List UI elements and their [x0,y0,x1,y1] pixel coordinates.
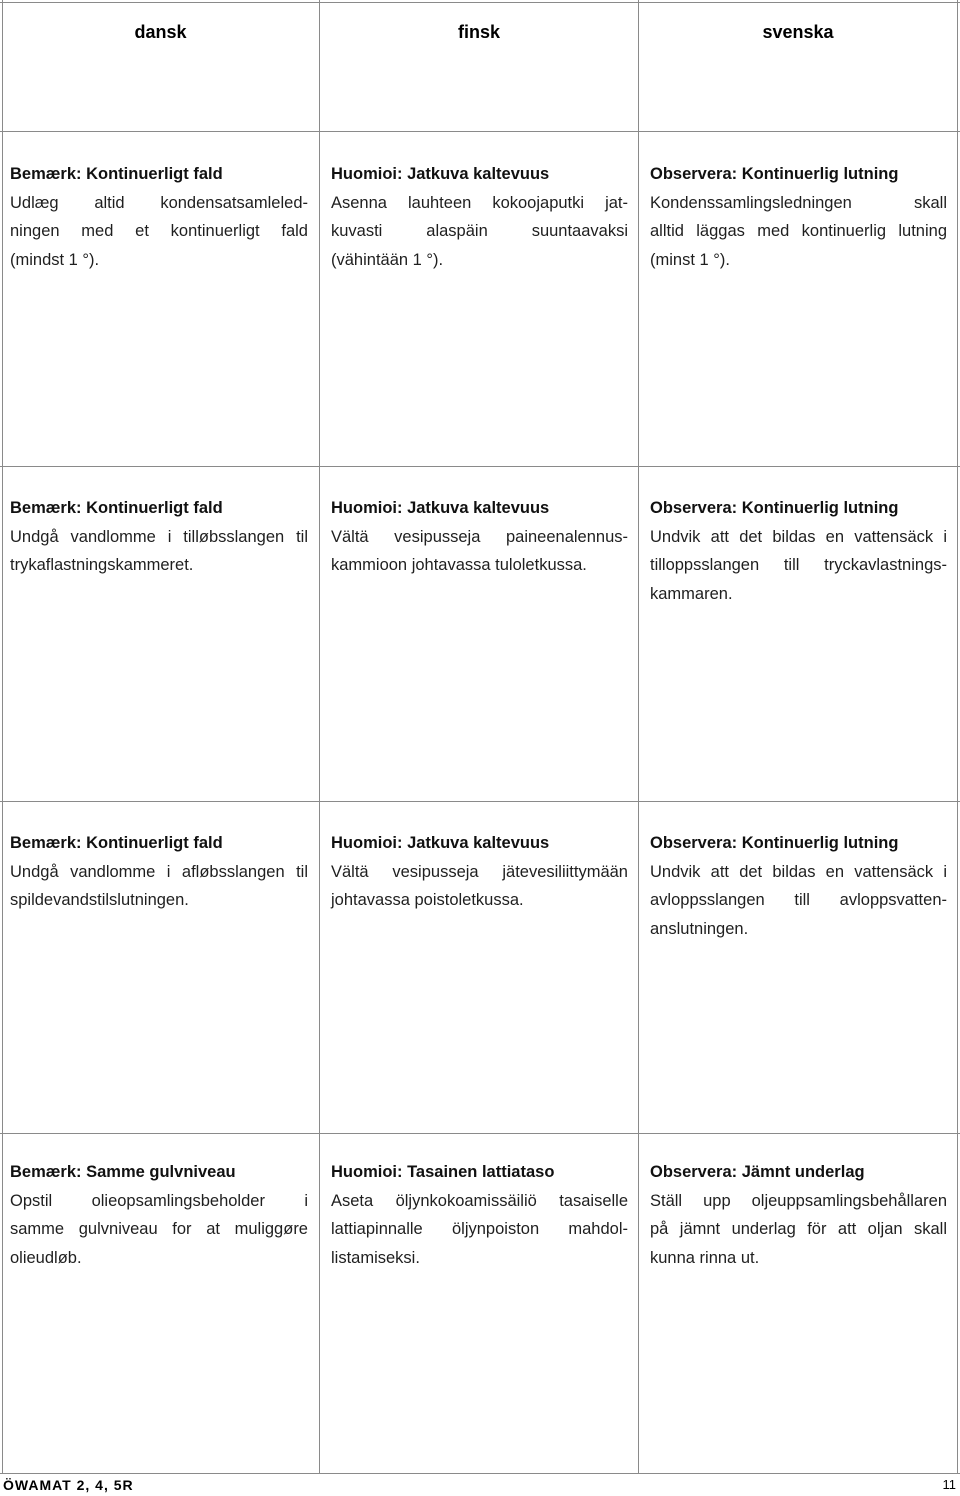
note-title: Observera: Kontinuerlig lutning [650,834,899,852]
note-line: alltid läggas med kontinuerlig lutning [650,222,947,240]
note-line: kammioon johtavassa tuloletkussa. [331,556,587,574]
header-svenska: svenska [762,22,834,42]
note-cell-svenska [650,160,947,274]
note-cell-dansk [10,1158,308,1272]
note-line: Undvik att det bildas en vattensäck i [650,862,947,881]
note-title: Huomioi: Jatkuva kaltevuus [331,499,550,517]
row-divider [0,1133,960,1134]
row-divider [0,801,960,802]
note-line: ningen med et kontinuerligt fald [10,222,308,240]
header-finsk: finsk [457,22,500,42]
note-line: (minst 1 °). [650,250,730,269]
column-border-right [957,0,958,1474]
note-line: Undgå vandlomme i tilløbsslangen til [10,527,308,546]
note-cell-finsk [331,494,628,580]
note-cell-finsk [331,829,628,915]
note-line: Kondenssamlingsledningen skall [650,193,947,212]
note-line: på jämnt underlag för att oljan skall [650,1220,947,1238]
column-border-left [2,0,3,1474]
note-line: Opstil olieopsamlingsbeholder i [10,1191,308,1210]
note-cell-svenska [650,494,947,608]
note-line: trykaflastningskammeret. [10,556,194,574]
note-cell-dansk [10,829,308,915]
row-divider [0,131,960,132]
header-dansk: dansk [134,22,187,42]
note-line: avloppsslangen till avloppsvatten- [650,891,947,909]
row-divider [0,466,960,467]
note-line: Aseta öljynkokoamissäiliö tasaiselle [331,1191,628,1210]
note-line: olieudløb. [10,1248,82,1267]
table-bottom-border [0,1473,960,1474]
note-cell-finsk [331,1158,628,1272]
table-top-border [0,2,960,3]
note-title: Bemærk: Samme gulvniveau [10,1163,236,1181]
note-line: johtavassa poistoletkussa. [331,891,524,909]
note-title: Huomioi: Tasainen lattiataso [331,1163,555,1181]
note-line: Udlæg altid kondensatsamleled- [10,193,308,212]
note-line: Asenna lauhteen kokoojaputki jat- [331,193,628,212]
note-line: lattiapinnalle öljynpoiston mahdol- [331,1220,628,1238]
note-line: listamiseksi. [331,1248,420,1267]
note-line: Vältä vesipusseja jätevesiliittymään [331,862,628,881]
column-divider-1 [319,0,320,1474]
note-cell-svenska [650,829,947,943]
note-title: Bemærk: Kontinuerligt fald [10,499,223,517]
note-line: kuvasti alaspäin suuntaavaksi [331,222,628,240]
note-title: Observera: Kontinuerlig lutning [650,499,899,517]
note-line: spildevandstilslutningen. [10,891,189,909]
note-cell-dansk [10,494,308,580]
note-cell-finsk [331,160,628,274]
product-name: ÖWAMAT 2, 4, 5R [3,1477,134,1493]
note-title: Observera: Kontinuerlig lutning [650,165,899,183]
note-line: Undvik att det bildas en vattensäck i [650,527,947,546]
note-cell-dansk [10,160,308,274]
note-line: Vältä vesipusseja paineenalennus- [331,527,628,546]
column-divider-2 [638,0,639,1474]
note-line: kunna rinna ut. [650,1248,760,1267]
note-line: kammaren. [650,584,733,603]
note-cell-svenska [650,1158,947,1272]
note-line: Ställ upp oljeuppsamlingsbehållaren [650,1191,947,1210]
note-title: Observera: Jämnt underlag [650,1163,865,1181]
page-number: 11 [942,1477,956,1492]
note-line: (mindst 1 °). [10,250,100,269]
note-title: Bemærk: Kontinuerligt fald [10,834,223,852]
note-line: Undgå vandlomme i afløbsslangen til [10,862,308,881]
note-line: (vähintään 1 °). [331,250,444,269]
note-title: Huomioi: Jatkuva kaltevuus [331,165,550,183]
note-title: Bemærk: Kontinuerligt fald [10,165,223,183]
note-title: Huomioi: Jatkuva kaltevuus [331,834,550,852]
note-line: anslutningen. [650,919,749,938]
note-line: tilloppsslangen till tryckavlastnings- [650,556,947,574]
note-line: samme gulvniveau for at muliggøre [10,1220,308,1238]
